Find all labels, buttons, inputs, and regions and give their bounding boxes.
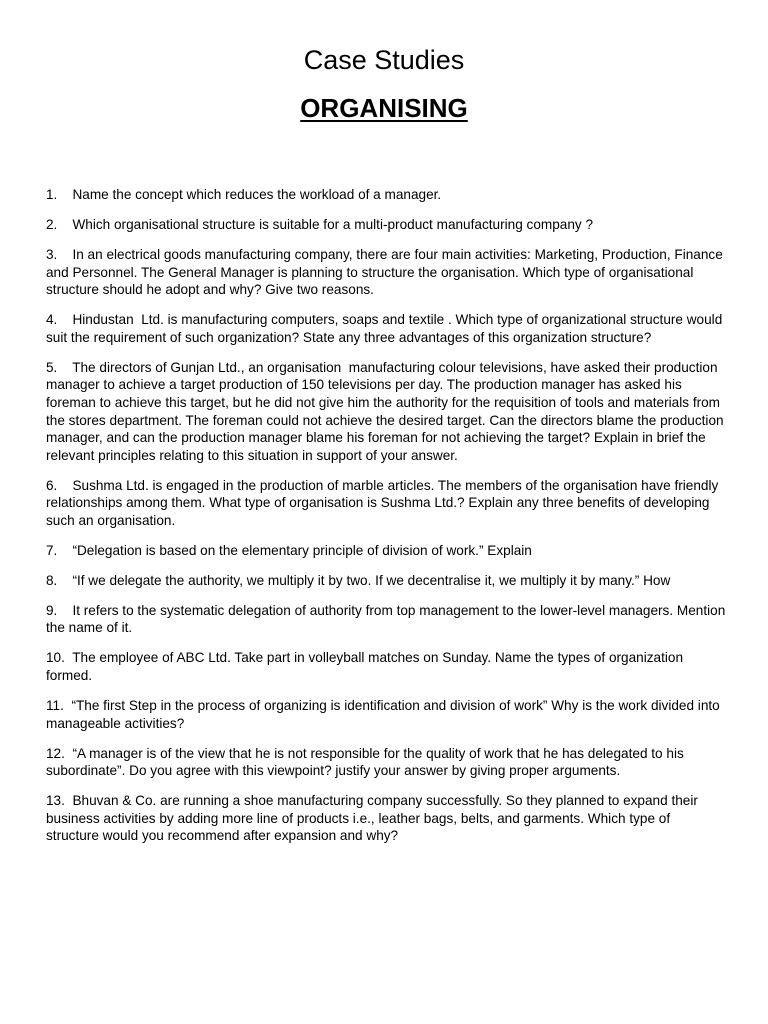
question-2: 2. Which organisational structure is suitable for a multi-product manufacturing company ? bbox=[46, 216, 594, 232]
question-6: 6. Sushma Ltd. is engaged in the production of marble articles. The members of the organisation have friendly relationships among them. What type of organisation is Sushma Ltd.? Explain any three benefits of developing such an organisation. bbox=[46, 477, 723, 528]
question-4: 4. Hindustan Ltd. is manufacturing computers, soaps and textile . Which type of organizational structure would suit the requirement of such organization? State any three advantages of this organization structure? bbox=[46, 312, 727, 345]
question-12: 12. “A manager is of the view that he is not responsible for the quality of work that he has delegated to his subordinate”. Do you agree with this viewpoint? justify your answer by giving proper arguments. bbox=[46, 745, 688, 779]
question-8: 8. “If we delegate the authority, we multiply it by two. If we decentralise it, we multiply it by many.” How bbox=[46, 572, 671, 588]
question-13: 13. Bhuvan & Co. are running a shoe manufacturing company successfully. So they planned to expand their business activities by adding more line of products i.e., leather bags, belts, and garments. Which type of structure would you recommend after expansion and why? bbox=[46, 793, 702, 844]
question-1: 1. Name the concept which reduces the workload of a manager. bbox=[46, 187, 442, 202]
question-list bbox=[46, 186, 730, 857]
question-7: 7. “Delegation is based on the elementary principle of division of work.” Explain bbox=[46, 542, 532, 558]
document-subtitle-text: ORGANISING bbox=[300, 93, 468, 123]
question-10: 10. The employee of ABC Ltd. Take part in volleyball matches on Sunday. Name the types of organization formed. bbox=[46, 650, 687, 683]
document-subtitle bbox=[0, 90, 768, 126]
document-title: Case Studies bbox=[303, 45, 465, 75]
question-11: 11. “The first Step in the process of organizing is identification and division of work” Why is the work divided into manageable activities? bbox=[46, 697, 724, 731]
question-5: 5. The directors of Gunjan Ltd., an organisation manufacturing colour televisions, have asked their production manager to achieve a target production of 150 televisions per day. The production manager has asked his foreman to achieve this target, but he did not give him the authority for the requisition of tools and materials from the stores department. The foreman could not achieve the desired target. Can the directors blame the production manager, and can the production manager blame his foreman for not achieving the target? Explain in brief the relevant principles relating to this situation in support of your answer. bbox=[46, 359, 728, 463]
question-3: 3. In an electrical goods manufacturing company, there are four main activities: Marketing, Production, Finance and Personnel. The General Manager is planning to structure the organisation. Which type of organisational structure should he adopt and why? Give two reasons. bbox=[46, 246, 727, 298]
question-9: 9. It refers to the systematic delegation of authority from top management to the lower-level managers. Mention the name of it. bbox=[46, 602, 730, 636]
